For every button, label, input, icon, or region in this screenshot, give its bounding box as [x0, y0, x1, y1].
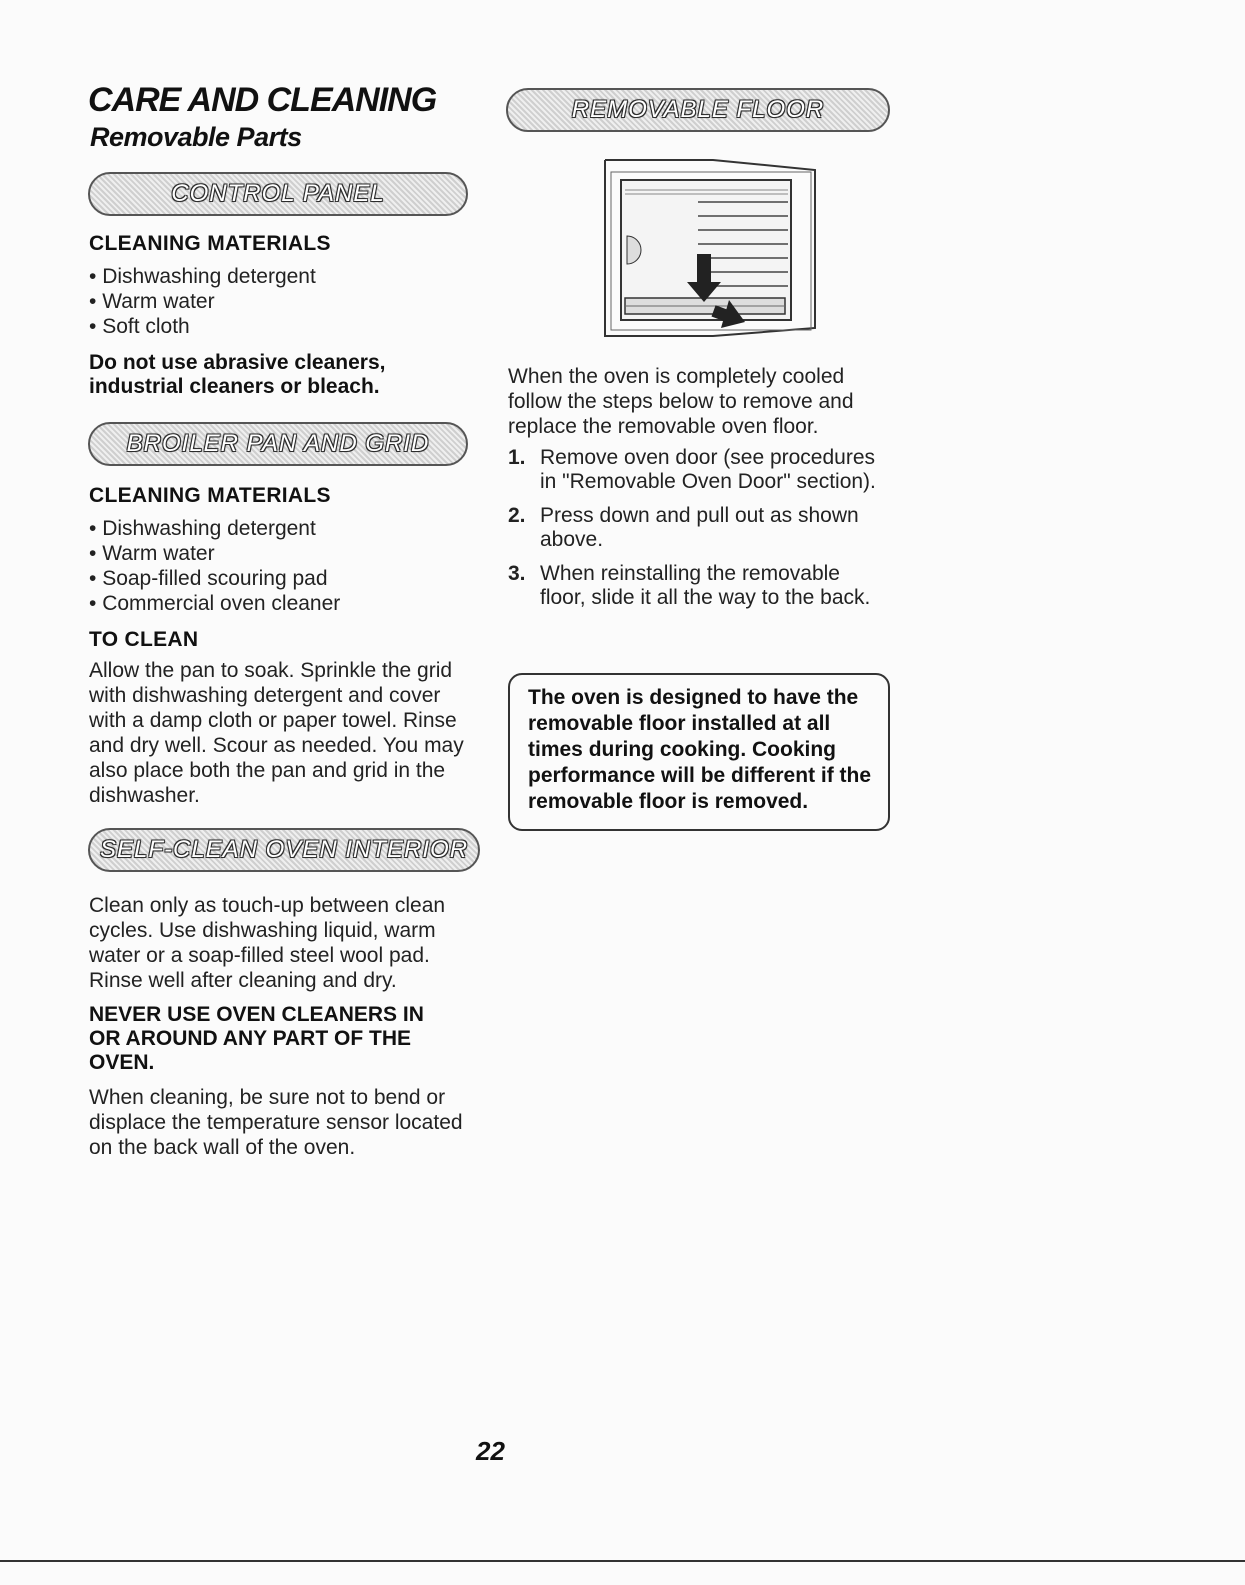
- page-subtitle: Removable Parts: [90, 122, 302, 152]
- broiler-section: [89, 484, 479, 808]
- control-panel-banner-label: CONTROL PANEL: [171, 180, 385, 207]
- broiler-banner: [88, 422, 468, 466]
- broiler-banner-label: BROILER PAN AND GRID: [126, 430, 430, 457]
- step-number: 1.: [508, 446, 526, 469]
- page-title: CARE AND CLEANING: [88, 81, 437, 119]
- control-panel-banner: [88, 172, 468, 216]
- list-item: • Warm water: [89, 289, 469, 314]
- control-panel-materials-list: [89, 264, 469, 339]
- step-item: [508, 446, 888, 494]
- step-item: [508, 504, 888, 552]
- step-text: Remove oven door (see procedures in "Removable Oven Door" section).: [540, 446, 876, 493]
- self-clean-banner: [88, 828, 480, 872]
- removable-floor-steps: [508, 446, 888, 620]
- control-panel-warning: Do not use abrasive cleaners, industrial cleaners or bleach.: [89, 351, 386, 398]
- step-text: When reinstalling the removable floor, slide it all the way to the back.: [540, 562, 871, 609]
- bottom-rule: [0, 1560, 1245, 1562]
- self-clean-text: Clean only as touch-up between clean cycles. Use dishwashing liquid, warm water or a soap-filled steel wool pad. Rinse well after cleaning and dry.: [89, 894, 446, 992]
- broiler-materials-list: [89, 516, 479, 616]
- removable-floor-intro: When the oven is completely cooled follow the steps below to remove and replace the removable oven floor.: [508, 365, 854, 438]
- broiler-materials-heading: CLEANING MATERIALS: [89, 484, 331, 507]
- list-item: • Commercial oven cleaner: [89, 591, 479, 616]
- list-item: • Dishwashing detergent: [89, 264, 469, 289]
- removable-floor-note-box: [508, 673, 890, 831]
- self-clean-note: When cleaning, be sure not to bend or displace the temperature sensor located on the back wall of the oven.: [89, 1086, 463, 1159]
- page-number: 22: [476, 1436, 505, 1466]
- removable-floor-banner-label: REMOVABLE FLOOR: [571, 96, 825, 123]
- list-item: • Warm water: [89, 541, 479, 566]
- list-item: • Dishwashing detergent: [89, 516, 479, 541]
- self-clean-section: [89, 893, 474, 1160]
- step-item: [508, 562, 888, 610]
- self-clean-banner-label: SELF-CLEAN OVEN INTERIOR: [99, 836, 469, 863]
- list-item: • Soft cloth: [89, 314, 469, 339]
- step-number: 2.: [508, 504, 526, 527]
- list-item: • Soap-filled scouring pad: [89, 566, 479, 591]
- to-clean-heading: TO CLEAN: [89, 628, 199, 651]
- self-clean-warning: NEVER USE OVEN CLEANERS IN OR AROUND ANY PART OF THE OVEN.: [89, 1003, 424, 1074]
- oven-diagram-icon: [603, 158, 818, 343]
- oven-floor-illustration: [603, 158, 818, 343]
- step-text: Press down and pull out as shown above.: [540, 504, 859, 551]
- control-panel-section: [89, 232, 469, 399]
- removable-floor-banner: [506, 88, 890, 132]
- to-clean-text: Allow the pan to soak. Sprinkle the grid with dishwashing detergent and cover with a damp cloth or paper towel. Rinse and dry well. Scour as needed. You may also place both the pan and grid in the dishwasher.: [89, 659, 464, 807]
- control-panel-materials-heading: CLEANING MATERIALS: [89, 232, 331, 255]
- removable-floor-note: The oven is designed to have the removable floor installed at all times during cooking. Cooking performance will be different if the removable floor is removed.: [528, 686, 872, 813]
- step-number: 3.: [508, 562, 526, 585]
